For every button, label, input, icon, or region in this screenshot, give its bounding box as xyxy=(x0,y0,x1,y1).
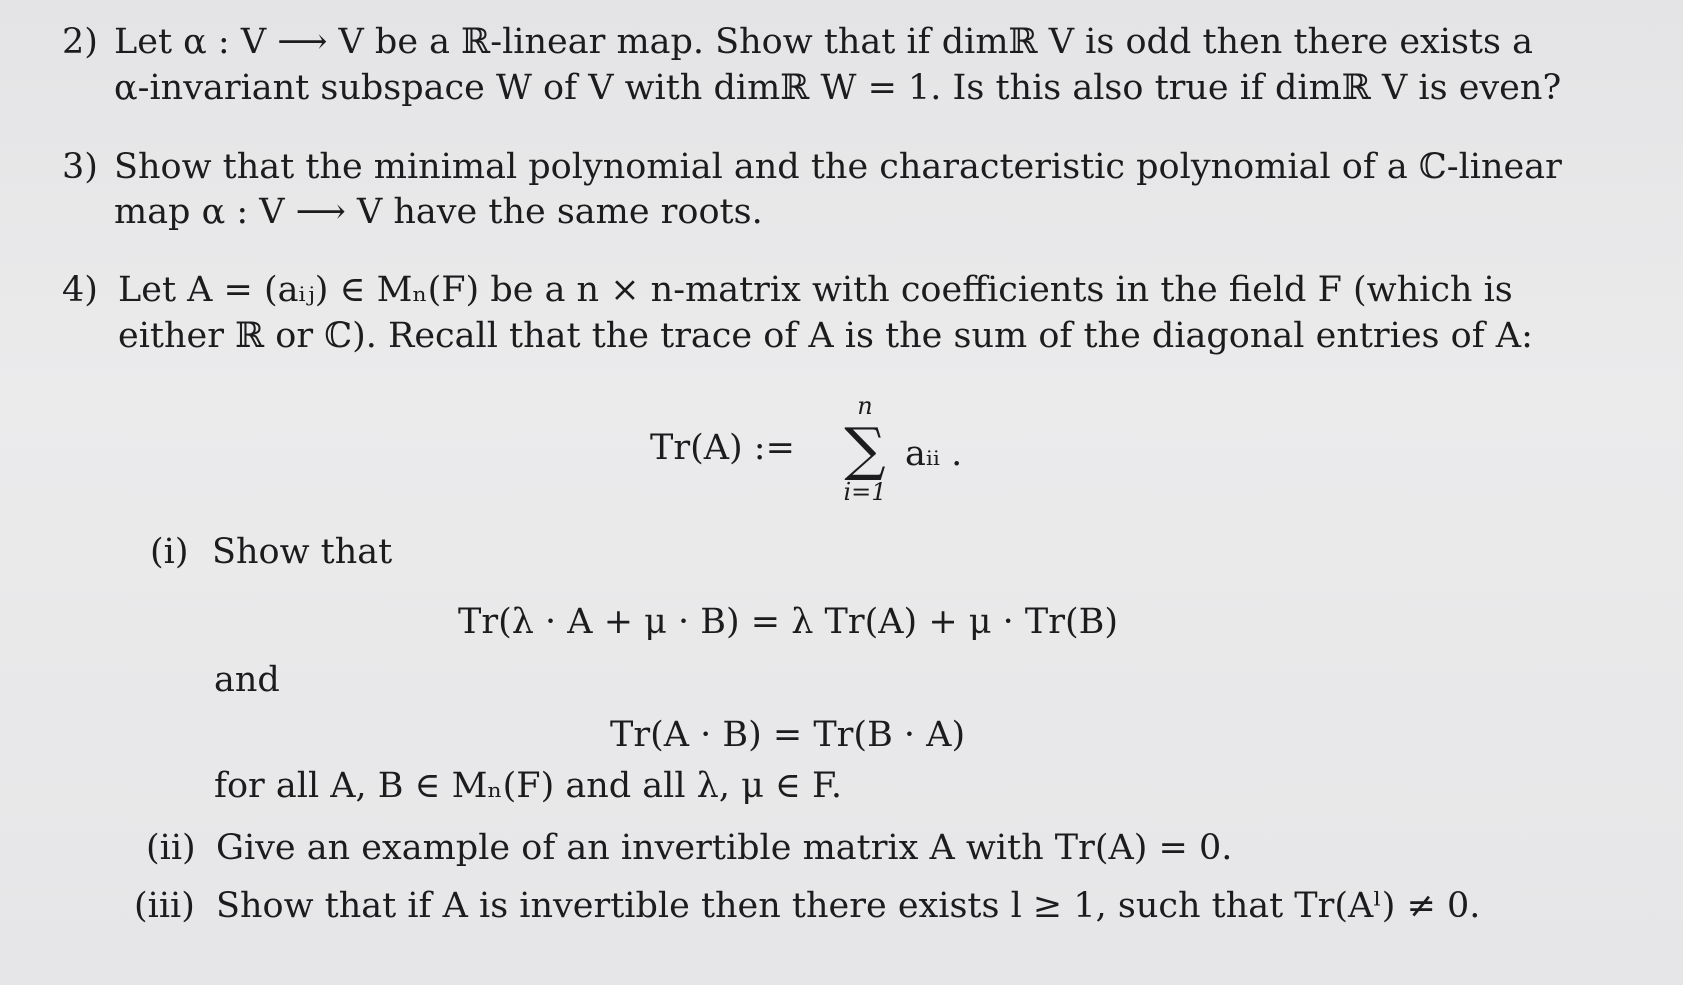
problem-4-line-1: Let A = (aᵢⱼ) ∈ Mₙ(F) be a n × n-matrix with coefficients in the field F (which is xyxy=(118,270,1513,310)
summation-upper-limit: n xyxy=(857,392,873,420)
problem-3-line-2: map α : V ⟶ V have the same roots. xyxy=(114,192,763,232)
linearity-equation: Tr(λ · A + μ · B) = λ Tr(A) + μ · Tr(B) xyxy=(458,602,1118,642)
summation-lower-limit: i=1 xyxy=(843,478,887,506)
part-i-label: (i) xyxy=(150,532,189,572)
summation-term: aᵢᵢ . xyxy=(905,434,963,474)
part-ii-text: Give an example of an invertible matrix A with Tr(A) = 0. xyxy=(216,828,1233,868)
summation-symbol: ∑ xyxy=(844,415,886,483)
problem-3-line-1: Show that the minimal polynomial and the characteristic polynomial of a ℂ-linear xyxy=(114,147,1562,187)
and-word: and xyxy=(214,660,280,700)
problem-2-number: 2) xyxy=(62,22,98,62)
part-ii-label: (ii) xyxy=(146,828,196,868)
problem-4-number: 4) xyxy=(62,270,98,310)
commutativity-equation: Tr(A · B) = Tr(B · A) xyxy=(610,715,966,755)
part-iii-label: (iii) xyxy=(134,886,195,926)
problem-3-number: 3) xyxy=(62,147,98,187)
summation xyxy=(830,392,900,506)
part-iii-text: Show that if A is invertible then there exists l ≥ 1, such that Tr(Aˡ) ≠ 0. xyxy=(216,886,1481,926)
problem-2-line-2: α-invariant subspace W of V with dimℝ W = 1. Is this also true if dimℝ V is even? xyxy=(114,68,1562,108)
quantifier-line: for all A, B ∈ Mₙ(F) and all λ, μ ∈ F. xyxy=(214,766,842,806)
part-i-text: Show that xyxy=(212,532,393,572)
problem-4-line-2: either ℝ or ℂ). Recall that the trace of A is the sum of the diagonal entries of A: xyxy=(118,316,1533,356)
trace-definition-lhs: Tr(A) := xyxy=(650,428,795,468)
problem-2-line-1: Let α : V ⟶ V be a ℝ-linear map. Show that if dimℝ V is odd then there exists a xyxy=(114,22,1533,62)
